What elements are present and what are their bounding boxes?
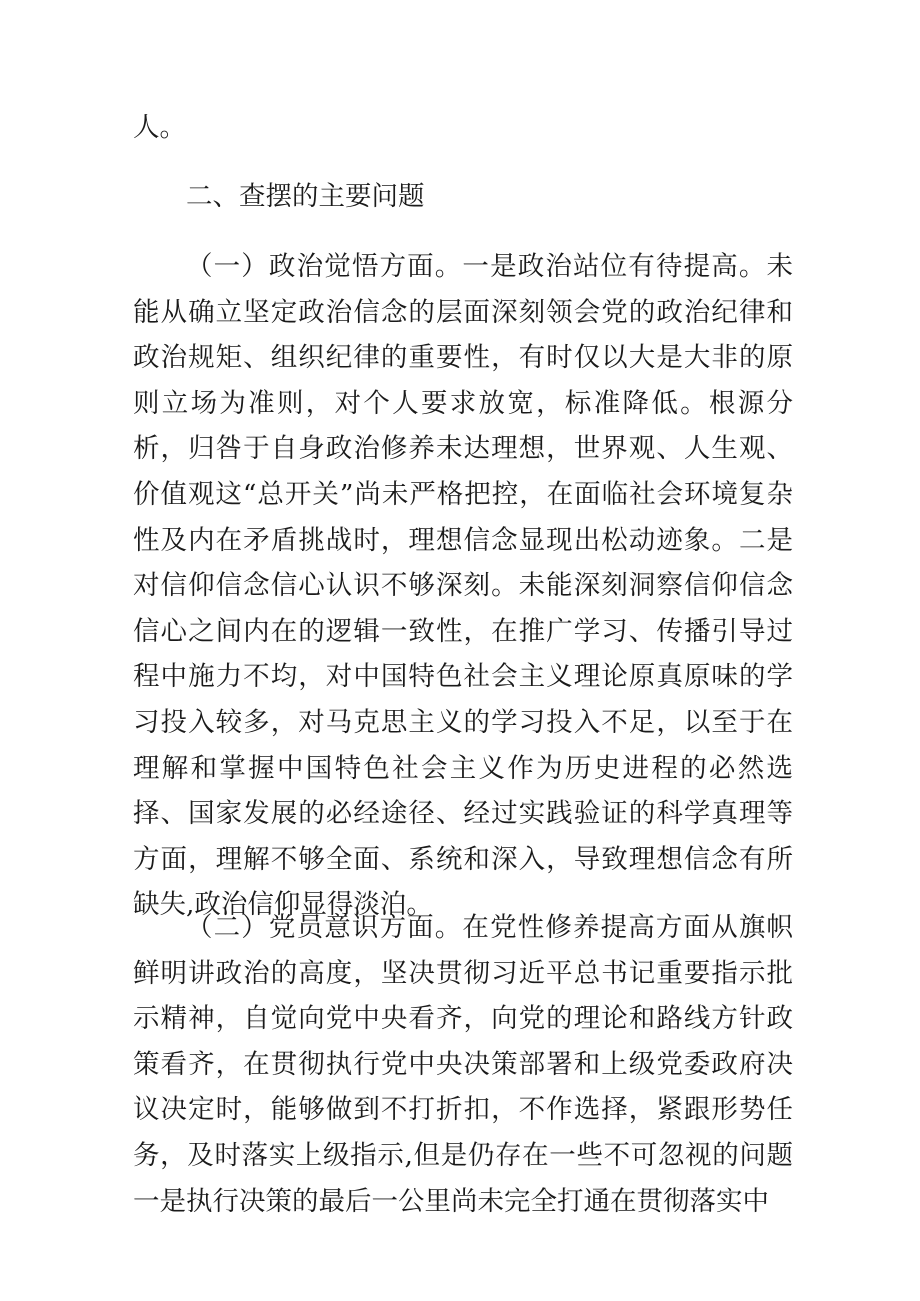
paragraph-party-member-awareness: （二）党员意识方面。在党性修养提高方面从旗帜鲜明讲政治的高度，坚决贯彻习近平总书记重要指示批示精神，自觉向党中央看齐，向党的理论和路线方针政策看齐，在贯彻执行党中央决策部署和上级党委政府决议决定时，能够做到不打折扣，不作选择，紧跟形势任务，及时落实上级指示,但是仍存在一些不可忽视的问题一是执行决策的最后一公里尚未完全打通在贯彻落实中	[133, 912, 793, 1217]
continued-text-fragment: 人。	[133, 112, 186, 143]
paragraph-political-awareness: （一）政治觉悟方面。一是政治站位有待提高。未能从确立坚定政治信念的层面深刻领会党的政治纪律和政治规矩、组织纪律的重要性，有时仅以大是大非的原则立场为准则，对个人要求放宽，标准降低。根源分析，归咎于自身政治修养未达理想，世界观、人生观、价值观这“总开关”尚未严格把控，在面临社会环境复杂性及内在矛盾挑战时，理想信念显现出松动迹象。二是对信仰信念信心认识不够深刻。未能深刻洞察信仰信念信心之间内在的逻辑一致性，在推广学习、传播引导过程中施力不均，对中国特色社会主义理论原真原味的学习投入较多，对马克思主义的学习投入不足，以至于在理解和掌握中国特色社会主义作为历史进程的必然选择、国家发展的必经途径、经过实践验证的科学真理等方面，理解不够全面、系统和深入，导致理想信念有所缺失,政治信仰显得淡泊。	[133, 251, 793, 921]
section-heading: 二、查摆的主要问题	[186, 181, 425, 212]
